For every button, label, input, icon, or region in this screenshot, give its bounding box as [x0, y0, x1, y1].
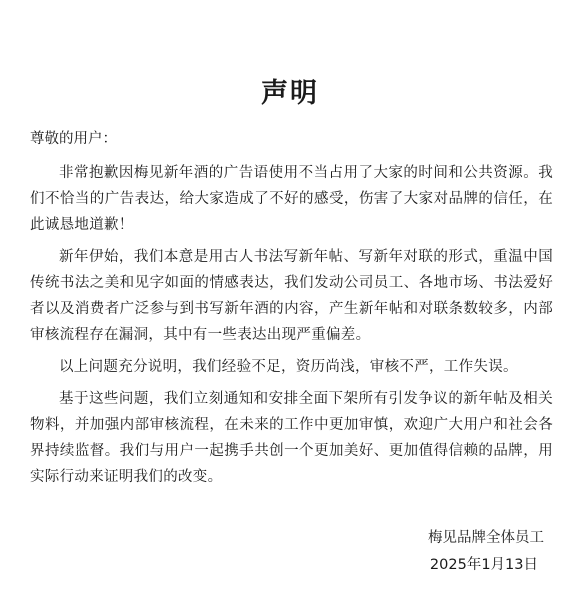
signature: 梅见品牌全体员工	[428, 530, 544, 546]
paragraph-actions: 基于这些问题，我们立刻通知和安排全面下架所有引发争议的新年帖及相关物料，并加强内部审核流程，在未来的工作中更加审慎，欢迎广大用户和社会各界持续监督。我们与用户一起携手共创一个更加美好、更加值得信赖的品牌，用实际行动来证明我们的改变。	[30, 391, 553, 485]
paragraph-background: 新年伊始，我们本意是用古人书法写新年帖、写新年对联的形式，重温中国传统书法之美和见字如面的情感表达，我们发动公司员工、各地市场、书法爱好者以及消费者广泛参与到书写新年酒的内容，产生新年帖和对联条数较多，内部审核流程存在漏洞，其中有一些表达出现严重偏差。	[30, 249, 553, 343]
salutation: 尊敬的用户：	[30, 131, 117, 147]
document-body	[30, 160, 553, 496]
signature-date: 2025年1月13日	[429, 557, 538, 573]
paragraph-admission: 以上问题充分说明，我们经验不足，资历尚浅，审核不严，工作失误。	[59, 359, 518, 375]
paragraph-apology: 非常抱歉因梅见新年酒的广告语使用不当占用了大家的时间和公共资源。我们不恰当的广告表达，给大家造成了不好的感受，伤害了大家对品牌的信任，在此诚恳地道歉！	[30, 165, 553, 233]
document-title: 声明	[261, 78, 319, 109]
